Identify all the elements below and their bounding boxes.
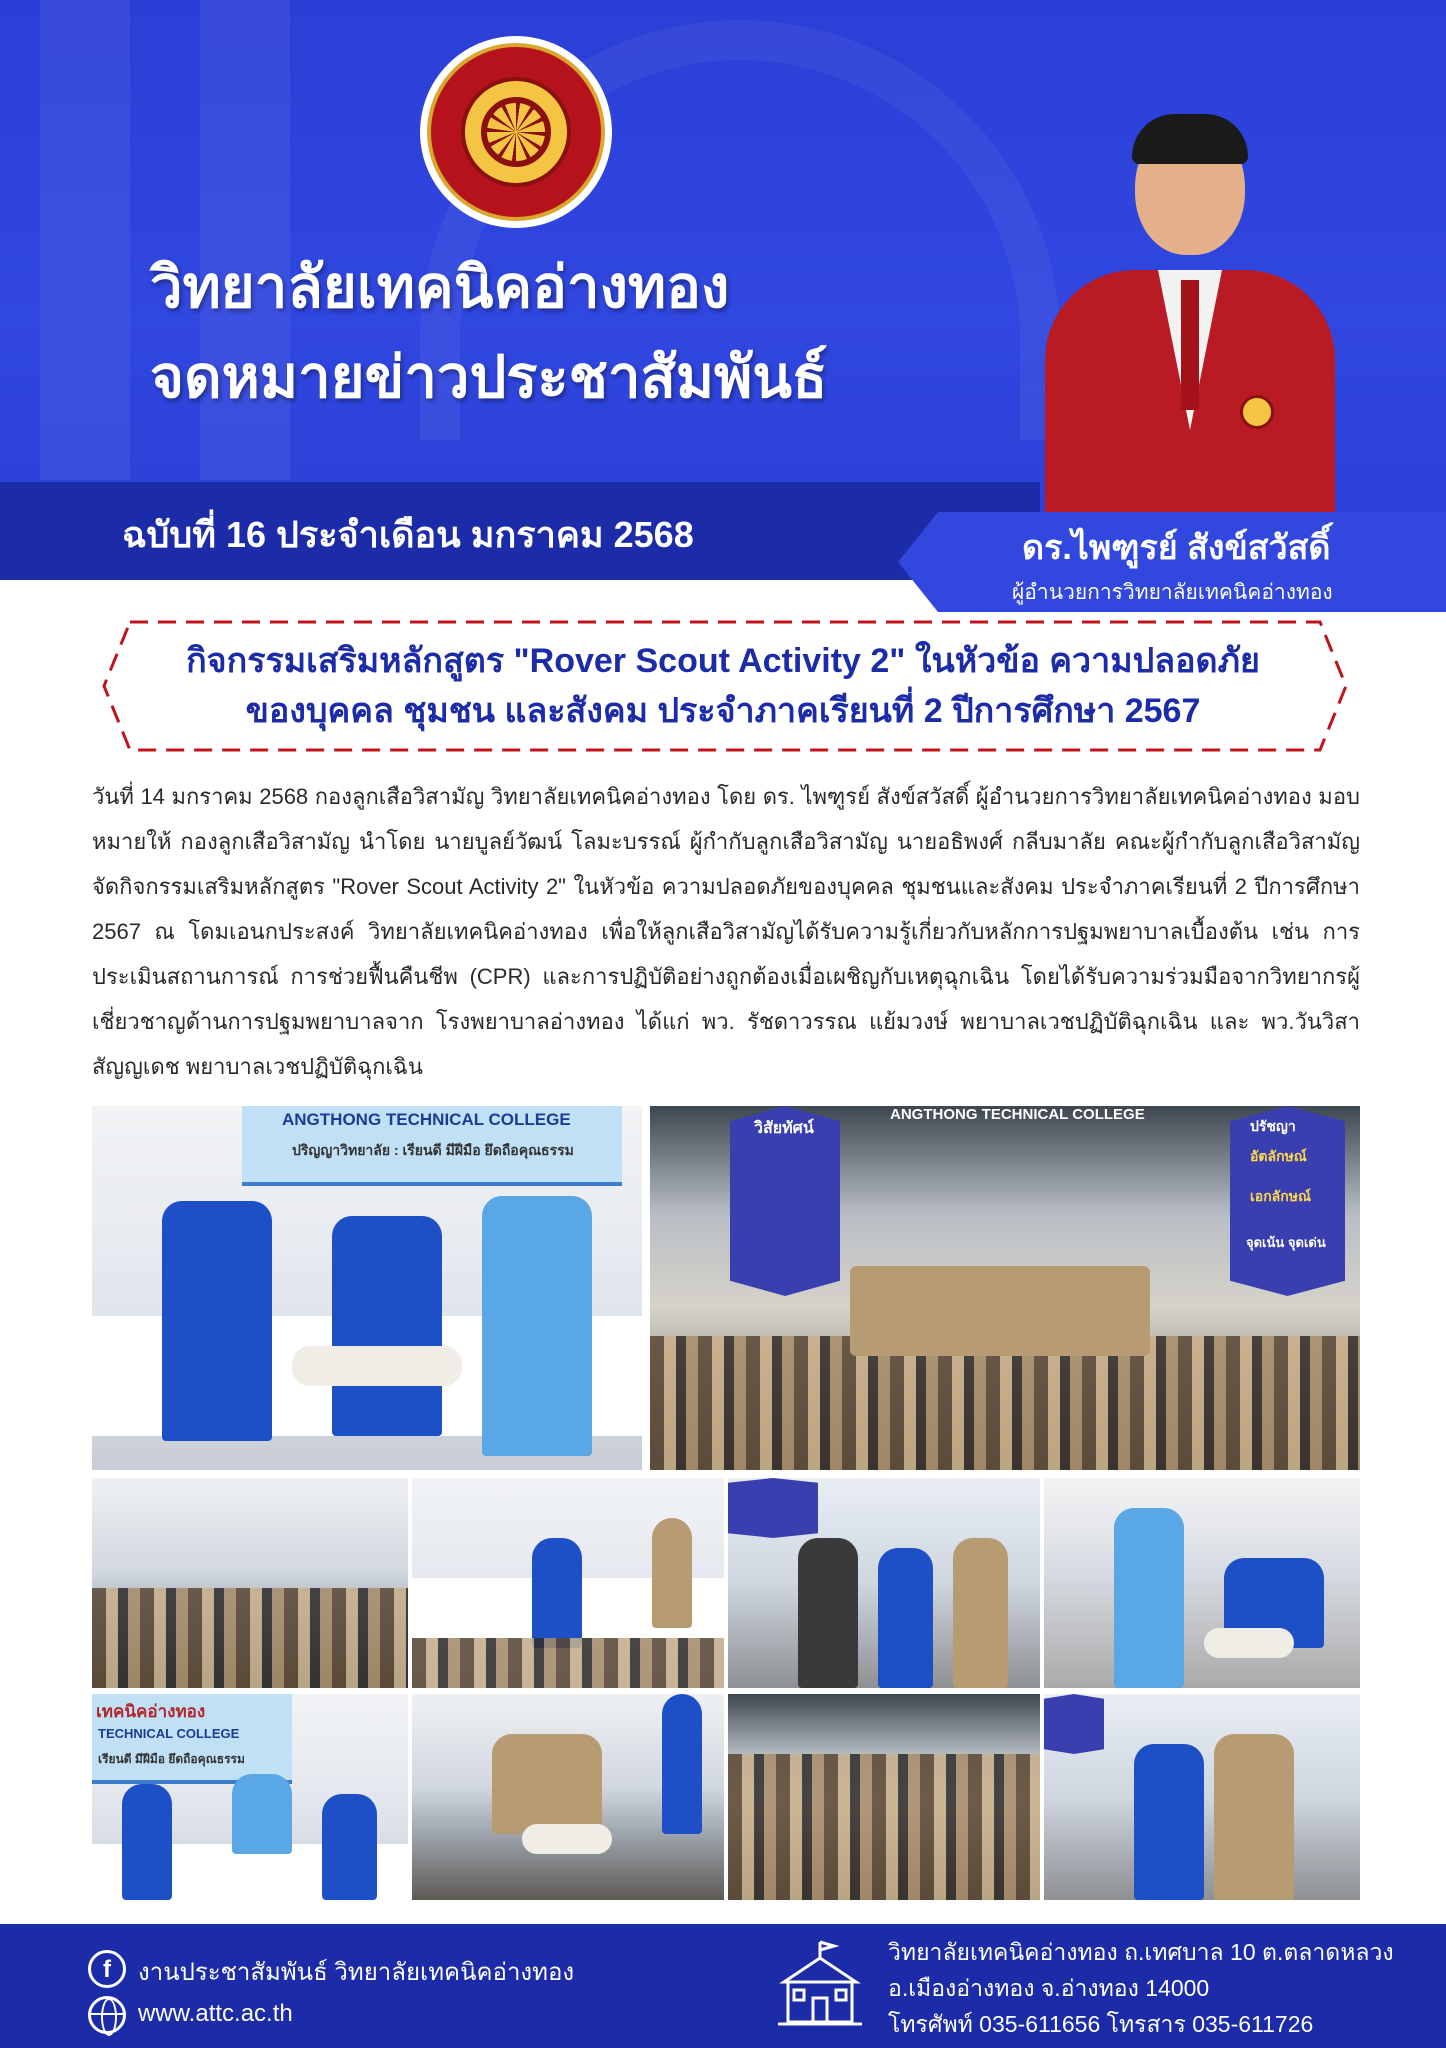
banner-college-name: เทคนิคอ่างทอง [96,1702,206,1721]
logo-ring [427,43,605,221]
photo-student-figure [1114,1508,1184,1688]
address-line-1: วิทยาลัยเทคนิคอ่างทอง ถ.เทศบาล 10 ต.ตลาดหลวง [888,1939,1394,1965]
college-logo [420,36,612,228]
photo-nurse-figure [122,1784,172,1900]
photo-scout-cpr [412,1694,724,1900]
board-identity-label: อัตลักษณ์ [1250,1148,1307,1164]
photo-seated-crowd [92,1588,408,1688]
photo-cpr-dummy [522,1824,612,1854]
photo-standing-scouts [850,1266,1150,1356]
banner-motto: ปริญญาวิทยาลัย : เรียนดี มีฝีมือ ยึดถือคุณธรรม [292,1142,574,1158]
photo-scout-figure [492,1734,602,1834]
dome-sign-text: ANGTHONG TECHNICAL COLLEGE [890,1106,1145,1123]
contact-phone-fax: โทรศัพท์ 035-611656 โทรสาร 035-611726 [888,2011,1314,2037]
banner-motto: เรียนดี มีฝีมือ ยึดถือคุณธรรม [98,1752,245,1766]
photo-nurse-figure [1134,1744,1204,1900]
director-portrait [1040,120,1340,510]
banner-college-subtitle: TECHNICAL COLLEGE [98,1726,240,1741]
board-uniqueness-label: เอกลักษณ์ [1250,1188,1311,1204]
photo-student-figure [232,1774,292,1854]
photo-nurse-figure [162,1201,272,1441]
photo-cpr-demo-stage [92,1106,642,1470]
logo-emblem [461,77,571,187]
facebook-page-label: งานประชาสัมพันธ์ วิทยาลัยเทคนิคอ่างทอง [138,1959,575,1986]
photo-seated-crowd [650,1336,1360,1470]
portrait-hair [1132,114,1248,164]
globe-icon [88,1996,126,2034]
board-focus-label: จุดเน้น จุดเด่น [1246,1235,1326,1250]
photo-stage-practice [92,1694,408,1900]
director-role: ผู้อำนวยการวิทยาลัยเทคนิคอ่างทอง [1012,581,1333,604]
issue-label: ฉบับที่ 16 ประจำเดือน มกราคม 2568 [122,514,694,555]
photo-scouts-seated [92,1478,408,1688]
photo-scouts-group [728,1694,1040,1900]
photo-student-figure [482,1196,592,1456]
background-pillar [40,0,130,480]
photo-nurse-figure [322,1794,377,1900]
banner-college-name: ANGTHONG TECHNICAL COLLEGE [282,1110,571,1129]
photo-cpr-dummy [1204,1628,1294,1658]
newsletter-title: จดหมายข่าวประชาสัมพันธ์ [150,345,828,410]
portrait-tie [1181,280,1199,410]
photo-scout-figure [953,1538,1008,1688]
photo-scout-figure [1214,1734,1294,1900]
photo-cpr-dummy [292,1346,462,1386]
director-name: ดร.ไพฑูรย์ สังข์สวัสดิ์ [1022,529,1331,567]
photo-board [728,1478,818,1538]
photo-board [1044,1694,1104,1754]
board-philosophy-label: ปรัชญา [1250,1118,1296,1134]
article-body: วันที่ 14 มกราคม 2568 กองลูกเสือวิสามัญ วิทยาลัยเทคนิคอ่างทอง โดย ดร. ไพฑูรย์ สังข์สวัสดิ์ ผู้อำนวยการวิทยาลัยเทคนิคอ่างทอง มอบหมายให้ กองลูกเสือวิสามัญ นำโดย นายบูลย์วัฒน์ โลมะบรรณ์ ผู้กำกับลูกเสือวิสามัญ นายอธิพงศ์ กลีบมาลัย คณะผู้กำกับลูกเสือวิสามัญ จัดกิจกรรมเสริมหลักสูตร "Rover Scout Activity 2" ในหัวข้อ ความปลอดภัยของบุคคล ชุมชนและสังคม ประจำภาคเรียนที่ 2 ปีการศึกษา 2567 ณ โดมเอนกประสงค์ วิทยาลัยเทคนิคอ่างทอง เพื่อให้ลูกเสือวิสามัญได้รับความรู้เกี่ยวกับหลักการปฐมพยาบาลเบื้องต้น เช่น การประเมินสถานการณ์ การช่วยฟื้นคืนชีพ (CPR) และการปฏิบัติอย่างถูกต้องเมื่อเผชิญกับเหตุฉุกเฉิน โดยได้รับความร่วมมือจากวิทยากรผู้เชี่ยวชาญด้านการปฐมพยาบาลจาก โรงพยาบาลอ่างทอง ได้แก่ พว. รัชดาวรรณ แย้มวงษ์ พยาบาลเวชปฏิบัติฉุกเฉิน และ พว.วันวิสา สัญญเดช พยาบาลเวชปฏิบัติฉุกเฉิน [92,784,1360,1079]
facebook-icon: f [88,1950,126,1988]
address-line-2: อ.เมืองอ่างทอง จ.อ่างทอง 14000 [888,1975,1210,2001]
school-building-icon [774,1938,866,2028]
photo-nurse-figure [532,1538,582,1648]
article-headline [120,636,1326,736]
dharma-wheel-icon [481,97,551,167]
photo-demo-on-stage [412,1478,724,1688]
website-link[interactable]: www.attc.ac.th [138,2000,293,2027]
photo-nurse-figure [878,1548,933,1688]
photo-scouts-assembly [650,1106,1360,1470]
photo-seated-crowd [412,1638,724,1688]
headline-line-2: ของบุคคล ชุมชน และสังคม ประจำภาคเรียนที่ 2 ปีการศึกษา 2567 [245,692,1201,730]
photo-student-figure [798,1538,858,1688]
portrait-badge-icon [1240,395,1274,429]
headline-line-1: กิจกรรมเสริมหลักสูตร "Rover Scout Activity 2" ในหัวข้อ ความปลอดภัย [186,642,1260,680]
college-address [888,1934,1408,2042]
photo-choking-demo [728,1478,1040,1688]
photo-nurse-figure [662,1694,702,1834]
college-title: วิทยาลัยเทคนิคอ่างทอง [150,255,730,320]
photo-scout-figure [652,1518,692,1628]
photo-cpr-practice [1044,1478,1360,1688]
photo-nurse-figure [332,1216,442,1436]
photo-nurse-and-scout [1044,1694,1360,1900]
photo-seated-crowd [728,1754,1040,1900]
board-vision-label: วิสัยทัศน์ [754,1120,814,1137]
